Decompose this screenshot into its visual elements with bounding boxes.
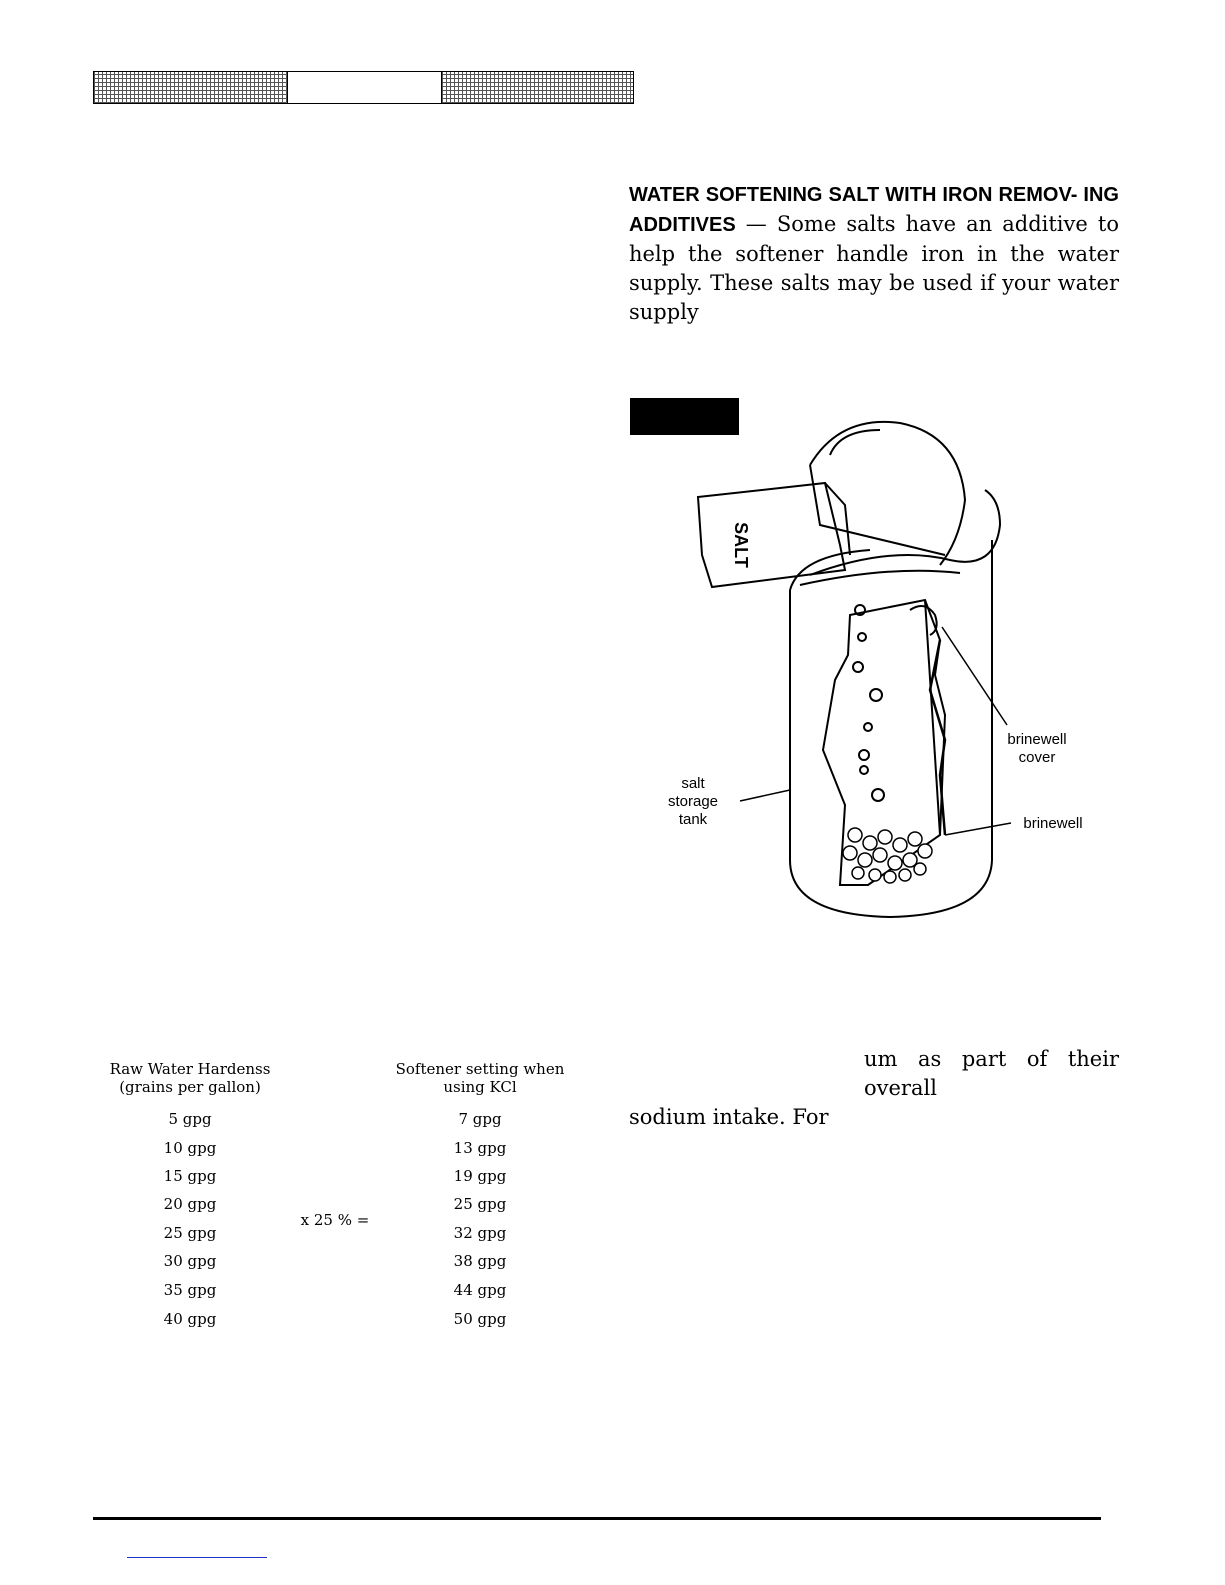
softener-setting-cell: 25 gpg <box>453 1195 507 1213</box>
raw-hardness-cell: 20 gpg <box>163 1195 217 1213</box>
salt-bag-text: SALT <box>731 522 751 568</box>
raw-hardness-cell: 15 gpg <box>163 1167 217 1185</box>
softener-drawing <box>640 405 1120 930</box>
softener-setting-cell: 44 gpg <box>453 1281 507 1299</box>
footer-rule <box>93 1517 1101 1520</box>
footer-link-underline[interactable] <box>127 1557 267 1558</box>
header-tab-right <box>442 72 633 103</box>
header-tab-left <box>94 72 288 103</box>
softener-setting-cell: 7 gpg <box>458 1110 502 1128</box>
multiplier-label: x 25 % = <box>300 1211 370 1229</box>
raw-hardness-cell: 35 gpg <box>163 1281 217 1299</box>
softener-setting-cell: 38 gpg <box>453 1252 507 1270</box>
header-tab-bar <box>93 71 634 104</box>
softener-setting-cell: 19 gpg <box>453 1167 507 1185</box>
sodium-paragraph <box>629 1045 1119 1132</box>
softener-setting-cell: 32 gpg <box>453 1224 507 1242</box>
raw-hardness-cell: 40 gpg <box>163 1310 217 1328</box>
raw-hardness-cell: 5 gpg <box>168 1110 212 1128</box>
raw-hardness-cell: 30 gpg <box>163 1252 217 1270</box>
header-tab-middle <box>288 72 442 103</box>
iron-salt-paragraph <box>629 180 1119 327</box>
brinewell-cover-label: brinewell cover <box>1007 731 1067 766</box>
softener-illustration <box>640 405 1120 930</box>
sodium-line-2: sodium intake. For <box>629 1105 829 1129</box>
salt-storage-tank-label: salt storage tank <box>667 775 719 828</box>
softener-setting-header: Softener setting when using KCl <box>395 1060 565 1096</box>
softener-setting-cell: 50 gpg <box>453 1310 507 1328</box>
brinewell-label: brinewell <box>1023 815 1083 832</box>
iron-salt-body: — Some salts have an additive to help the softener handle iron in the water supply. These salts may be used if your water supply <box>629 212 1119 324</box>
raw-hardness-header: Raw Water Hardenss (grains per gallon) <box>109 1060 271 1096</box>
softener-setting-cell: 13 gpg <box>453 1139 507 1157</box>
raw-hardness-cell: 10 gpg <box>163 1139 217 1157</box>
iron-salt-heading: WATER SOFTENING SALT WITH IRON REMOV- ING ADDITIVES <box>629 184 1119 236</box>
raw-hardness-cell: 25 gpg <box>163 1224 217 1242</box>
sodium-line-1: um as part of their overall <box>864 1047 1119 1100</box>
